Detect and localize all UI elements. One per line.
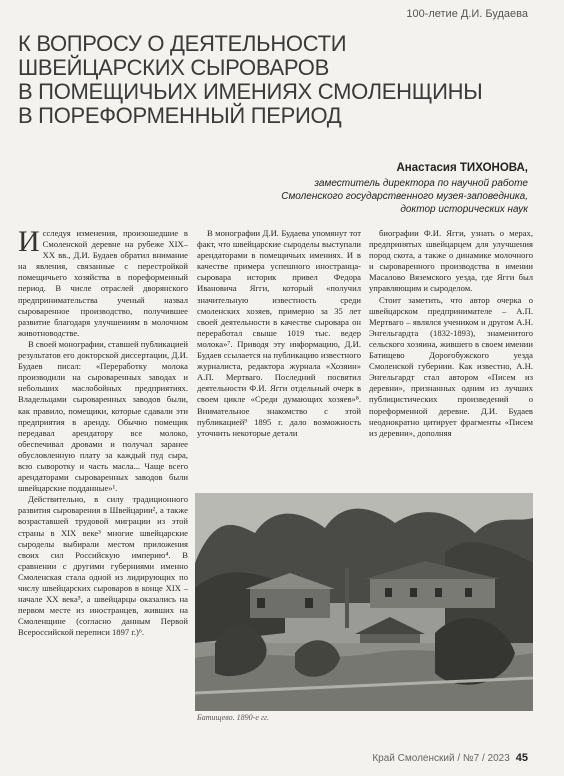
- drop-cap: И: [18, 225, 40, 258]
- author-block: [281, 162, 528, 216]
- photo-caption: Батищево. 1890-е гг.: [197, 713, 270, 722]
- text-column-1: [18, 225, 189, 638]
- paragraph: биографии Ф.И. Ягги, узнать о мерах, предпринятых швейцарцем для улучшения пород скота, а также о динамике молочного и сыроваренного производства в имении Масалово Вяземского уезда, где Ягги был управляющим и сыроделом.: [369, 228, 533, 294]
- magazine-issue: Край Смоленский / №7 / 2023: [372, 753, 510, 764]
- text-column-3: [369, 228, 533, 439]
- page-footer: [372, 752, 528, 764]
- text-column-2: [197, 228, 361, 439]
- section-rubric: 100-летие Д.И. Будаева: [406, 8, 528, 20]
- photo-illustration: [195, 493, 533, 711]
- author-role-line: доктор исторических наук: [400, 204, 528, 215]
- paragraph-text: сследуя изменения, произошедшие в Смоленской деревне на рубеже XIX–XX вв., Д.И. Будаев обратил внимание на явления, связанные с перестройкой помещичьего хозяйства в пореформенный период. В числе отраслей дворянского предпринимательства ученый назвал сыроваренное производство, получившее развитие благодаря улучшениям в молочном животноводстве.: [18, 228, 188, 338]
- paragraph: В монографии Д.И. Будаева упомянут тот факт, что швейцарские сыроделы выступали арендаторами в помещичьих имениях. И в качестве примера успешного иностранца-сыровара историк привел Федора Ивановича Ягги, который «получил значительную известность среди смоленских хозяев, примерно за 35 лет своей деятельности в качестве сыровара он переработал свыше 1019 тыс. ведер молока»⁷. Приводя эту информацию, Д.И. Будаев ссылается на публикацию известного журналиста, редактора журнала «Хозяин» А.П. Мертваго. Последний посвятил деятельности Ф.И. Ягги отдельный очерк в своем цикле «Среди думающих хозяев»⁸. Внимательное знакомство с этой публикацией⁹ 1895 г. дало возможность уточнить некоторые детали: [197, 228, 361, 438]
- paragraph: [18, 225, 188, 339]
- historical-photo: [195, 493, 533, 711]
- title-line: В ПОМЕЩИЧЬИХ ИМЕНИЯХ СМОЛЕНЩИНЫ: [18, 79, 483, 104]
- title-line: ШВЕЙЦАРСКИХ СЫРОВАРОВ: [18, 55, 329, 80]
- author-role-line: Смоленского государственного музея-заповедника,: [281, 191, 528, 202]
- title-line: К ВОПРОСУ О ДЕЯТЕЛЬНОСТИ: [18, 31, 347, 56]
- article-title: [18, 32, 538, 128]
- paragraph: В своей монографии, ставшей публикацией результатов его докторской диссертации, Д.И. Будаев писал: «Переработку молока производили на сыроваренных заводах и небольших маслобойных предприятиях. Владельцами сыроваренных заводов были, как правило, помещики, которые сдавали эти предприятия в аренду. Обычно помещик передавал арендатору все молоко, обеспечивал дровами и получал заранее обусловленную плату за каждый пуд сыра, всю сыворотку и часть масла... Чаще всего арендаторами сыроваренных заводов были швейцарские подданные»¹.: [18, 338, 189, 494]
- page-number: 45: [515, 752, 528, 764]
- paragraph: Действительно, в силу традиционного развития сыроварения в Швейцарии², а также возраставшей трудовой миграции из этой страны в XIX веке³ многие швейцарские сыроделы выбирали местом приложения своих сил Российскую империю⁴. В сравнении с другими губерниями именно Смоленская стала одной из лидирующих по числу швейцарских сыроваров в конце XIX – начале XX века⁵, а швейцарцы оказались на первом месте из иностранцев, живших на Смоленщине (согласно данным Первой Всероссийской переписи 1897 г.)⁶.: [18, 494, 188, 638]
- paragraph: Стоит заметить, что автор очерка о швейцарском предпринимателе – А.П. Мертваго – являлся учеником и другом А.Н. Энгельгардта (1832-1893), знаменитого сельского хозяина, жившего в своем имении Батищево Дорогобужского уезда Смоленской губернии. Как известно, А.Н. Энгельгардт стал автором «Писем из деревни», признанных одним из лучших публицистических произведений о пореформенной деревне. Д.И. Будаев неоднократно цитирует фрагменты «Писем из деревни», дополняя: [369, 294, 533, 438]
- author-role-line: заместитель директора по научной работе: [314, 178, 528, 189]
- author-name: Анастасия ТИХОНОВА,: [396, 162, 528, 174]
- title-line: В ПОРЕФОРМЕННЫЙ ПЕРИОД: [18, 103, 342, 128]
